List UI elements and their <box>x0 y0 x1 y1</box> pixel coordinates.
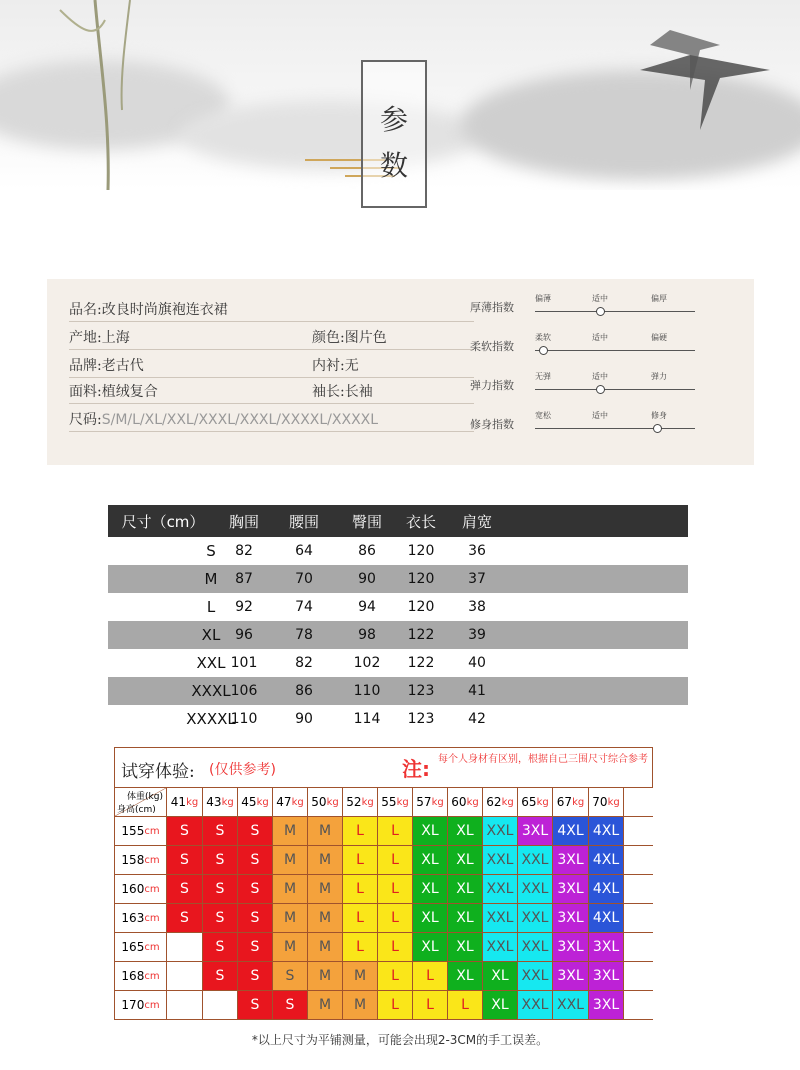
corner-weight-label: 体重(kg) <box>127 792 163 802</box>
weight-unit: kg <box>326 796 339 808</box>
size-recommendation-cell: S <box>167 846 203 874</box>
height-value: 160 <box>121 882 145 896</box>
size-recommendation-cell: L <box>378 904 413 932</box>
size-recommendation-cell: L <box>343 904 378 932</box>
size-table-cell: 42 <box>468 711 486 727</box>
height-unit: cm <box>144 941 160 953</box>
fit-chart-title-bar <box>115 748 653 788</box>
size-table-cell: 90 <box>358 571 376 587</box>
size-recommendation-cell: XXL <box>518 962 553 990</box>
sleeve-row: 袖长:长袖 <box>312 384 373 400</box>
size-recommendation-cell: L <box>343 933 378 961</box>
size-recommendation-cell: XL <box>413 875 448 903</box>
size-table-row <box>108 593 688 621</box>
index-knob <box>539 346 548 355</box>
index-mid-label: 适中 <box>592 411 608 420</box>
index-label: 厚薄指数 <box>470 301 514 314</box>
index-scale <box>535 389 695 390</box>
size-table-row <box>108 537 688 565</box>
size-recommendation-cell: 3XL <box>589 933 624 961</box>
height-row <box>115 904 653 933</box>
size-recommendation-cell: M <box>273 904 308 932</box>
size-recommendation-cell: XXL <box>483 933 518 961</box>
divider <box>69 431 474 432</box>
size-recommendation-cell: S <box>238 846 273 874</box>
size-table-cell: 101 <box>230 655 258 671</box>
size-recommendation-cell <box>203 991 238 1019</box>
size-recommendation-cell: 4XL <box>553 817 589 845</box>
index-right-label: 偏厚 <box>651 294 667 303</box>
size-table-cell: 36 <box>468 543 486 559</box>
height-header-cell <box>115 904 167 932</box>
height-unit: cm <box>144 999 160 1011</box>
size-table-cell: 87 <box>235 571 253 587</box>
size-recommendation-cell: 3XL <box>553 962 589 990</box>
size-recommendation-cell: M <box>308 904 343 932</box>
index-mid-label: 适中 <box>592 372 608 381</box>
weight-header-cell <box>553 788 589 816</box>
size-recommendation-cell <box>167 991 203 1019</box>
size-recommendation-cell: XL <box>448 962 483 990</box>
size-recommendation-cell: XL <box>448 904 483 932</box>
divider <box>69 321 474 322</box>
size-recommendation-cell: L <box>343 875 378 903</box>
size-recommendation-cell: S <box>238 991 273 1019</box>
footnote: *以上尺寸为平铺测量，可能会出现2-3CM的手工误差。 <box>251 1033 549 1047</box>
size-recommendation-cell: S <box>167 904 203 932</box>
index-knob <box>653 424 662 433</box>
brand-row: 品牌:老古代 <box>69 358 144 374</box>
size-recommendation-cell: 4XL <box>589 846 624 874</box>
weight-unit: kg <box>221 796 234 808</box>
size-table-cell: 40 <box>468 655 486 671</box>
size-table-cell: 37 <box>468 571 486 587</box>
size-table-row <box>108 621 688 649</box>
size-table-cell: 38 <box>468 599 486 615</box>
size-recommendation-cell: XL <box>483 962 518 990</box>
size-table-cell: 86 <box>295 683 313 699</box>
size-table-cell: 82 <box>295 655 313 671</box>
size-recommendation-cell: XL <box>448 846 483 874</box>
height-row <box>115 875 653 904</box>
size-recommendation-cell: L <box>378 817 413 845</box>
weight-header-cell <box>518 788 553 816</box>
index-left-label: 宽松 <box>535 411 551 420</box>
size-table-cell: 123 <box>407 683 435 699</box>
size-table-header-cell: 臀围 <box>351 512 382 531</box>
corner-cell <box>115 788 167 816</box>
height-unit: cm <box>144 883 160 895</box>
weight-unit: kg <box>501 796 514 808</box>
size-recommendation-cell: M <box>343 991 378 1019</box>
size-table-cell: L <box>206 598 216 616</box>
weight-value: 57 <box>416 795 432 809</box>
size-recommendation-cell: 4XL <box>589 875 624 903</box>
weight-value: 47 <box>276 795 292 809</box>
size-table-cell: 90 <box>295 711 313 727</box>
weight-unit: kg <box>186 796 199 808</box>
size-table-row <box>108 677 688 705</box>
size-recommendation-cell: M <box>308 962 343 990</box>
size-recommendation-cell: M <box>308 846 343 874</box>
size-recommendation-cell: S <box>203 933 238 961</box>
size-table-header-cell: 衣长 <box>405 512 436 531</box>
index-right-label: 修身 <box>651 411 667 420</box>
size-table-cell: 120 <box>407 599 435 615</box>
size-table-cell: 110 <box>230 711 258 727</box>
size-recommendation-cell: XL <box>448 933 483 961</box>
index-left-label: 无弹 <box>535 372 551 381</box>
size-recommendation-cell: S <box>238 817 273 845</box>
size-table-cell: 120 <box>407 543 435 559</box>
height-unit: cm <box>144 970 160 982</box>
size-recommendation-cell: S <box>167 875 203 903</box>
size-table-cell: 98 <box>358 627 376 643</box>
size-recommendation-cell: 3XL <box>553 904 589 932</box>
size-recommendation-cell: 3XL <box>553 846 589 874</box>
weight-unit: kg <box>572 796 585 808</box>
size-table-cell: 106 <box>230 683 258 699</box>
size-table-cell: 120 <box>407 571 435 587</box>
size-table-cell: S <box>206 542 216 560</box>
weight-value: 45 <box>241 795 257 809</box>
size-recommendation-cell: L <box>413 991 448 1019</box>
index-mid-label: 适中 <box>592 333 608 342</box>
weight-unit: kg <box>431 796 444 808</box>
weight-value: 67 <box>556 795 573 809</box>
height-header-cell <box>115 991 167 1019</box>
size-recommendation-cell: M <box>273 846 308 874</box>
size-recommendation-cell: 3XL <box>589 962 624 990</box>
weight-value: 41 <box>170 795 187 809</box>
weight-header-cell <box>589 788 624 816</box>
index-label: 修身指数 <box>470 418 514 431</box>
size-recommendation-cell: S <box>203 962 238 990</box>
fit-grid <box>115 788 653 1020</box>
index-right-label: 弹力 <box>651 372 667 381</box>
index-left-label: 偏薄 <box>535 294 551 303</box>
height-header-cell <box>115 875 167 903</box>
weight-value: 55 <box>381 795 397 809</box>
size-table-cell: 86 <box>358 543 376 559</box>
size-recommendation-cell: M <box>308 817 343 845</box>
size-recommendation-cell: XXL <box>483 904 518 932</box>
height-unit: cm <box>144 854 160 866</box>
index-label: 弹力指数 <box>470 379 514 392</box>
index-right-label: 偏硬 <box>651 333 667 342</box>
size-table-cell: 39 <box>468 627 486 643</box>
size-table-cell: XL <box>201 626 221 644</box>
fabric-row: 面料:植绒复合 <box>69 384 158 400</box>
index-knob <box>596 385 605 394</box>
weight-unit: kg <box>291 796 304 808</box>
size-recommendation-cell: 3XL <box>553 933 589 961</box>
size-table-cell: XXXXL <box>186 710 236 728</box>
height-header-cell <box>115 933 167 961</box>
size-table-cell: 94 <box>358 599 376 615</box>
height-row <box>115 817 653 846</box>
name-row: 品名:改良时尚旗袍连衣裙 <box>69 302 228 318</box>
size-table-cell: M <box>204 570 218 588</box>
size-table-cell: 96 <box>235 627 253 643</box>
lining-row: 内衬:无 <box>312 358 359 374</box>
size-recommendation-cell: XXL <box>483 817 518 845</box>
title-char: 参 <box>379 103 408 136</box>
size-recommendation-cell: XL <box>413 817 448 845</box>
index-left-label: 柔软 <box>535 333 551 342</box>
height-header-cell <box>115 846 167 874</box>
size-recommendation-cell: XXL <box>483 875 518 903</box>
height-row <box>115 962 653 991</box>
fit-chart <box>114 747 653 1020</box>
size-table-cell: XXXL <box>191 682 231 700</box>
corner-height-label: 身高(cm) <box>117 805 156 815</box>
size-table-cell: 102 <box>353 655 381 671</box>
note-label: 注: <box>402 757 430 781</box>
weight-header-row <box>115 788 653 817</box>
size-recommendation-cell: L <box>378 962 413 990</box>
size-recommendation-cell: S <box>238 904 273 932</box>
size-recommendation-cell: XL <box>413 904 448 932</box>
fit-chart-title: 试穿体验: <box>121 762 195 782</box>
height-value: 158 <box>121 853 145 867</box>
divider <box>69 349 474 350</box>
height-value: 165 <box>121 940 145 954</box>
size-recommendation-cell: M <box>273 875 308 903</box>
size-table-cell: 82 <box>235 543 253 559</box>
weight-value: 43 <box>206 795 222 809</box>
weight-unit: kg <box>466 796 479 808</box>
size-recommendation-cell: XXL <box>518 875 553 903</box>
size-recommendation-cell: XXL <box>553 991 589 1019</box>
weight-value: 62 <box>486 795 502 809</box>
size-table-cell: 122 <box>407 627 435 643</box>
height-row <box>115 991 653 1020</box>
size-table <box>108 505 688 733</box>
size-recommendation-cell: S <box>167 817 203 845</box>
height-row <box>115 846 653 875</box>
height-unit: cm <box>144 825 160 837</box>
index-scale <box>535 350 695 351</box>
size-recommendation-cell <box>167 962 203 990</box>
weight-unit: kg <box>607 796 620 808</box>
size-recommendation-cell: XL <box>413 846 448 874</box>
weight-header-cell <box>378 788 413 816</box>
size-recommendation-cell: L <box>448 991 483 1019</box>
size-recommendation-cell: XXL <box>518 991 553 1019</box>
size-recommendation-cell: M <box>308 875 343 903</box>
size-table-header-cell: 胸围 <box>228 512 259 531</box>
product-info-panel <box>47 279 754 465</box>
size-recommendation-cell: L <box>343 846 378 874</box>
note-text: 每个人身材有区别，根据自己三围尺寸综合参考 <box>438 754 648 765</box>
size-recommendation-cell: L <box>378 933 413 961</box>
section-title <box>361 60 427 208</box>
height-value: 155 <box>121 824 145 838</box>
size-recommendation-cell: M <box>273 933 308 961</box>
size-recommendation-cell: XXL <box>518 933 553 961</box>
weight-header-cell <box>167 788 203 816</box>
size-recommendation-cell: XXL <box>518 846 553 874</box>
size-recommendation-cell: XL <box>483 991 518 1019</box>
size-recommendation-cell: 3XL <box>553 875 589 903</box>
size-recommendation-cell: M <box>273 817 308 845</box>
size-recommendation-cell: S <box>273 991 308 1019</box>
size-table-cell: XXL <box>196 654 226 672</box>
size-recommendation-cell: 3XL <box>518 817 553 845</box>
size-recommendation-cell: S <box>203 904 238 932</box>
size-recommendation-cell: 4XL <box>589 904 624 932</box>
size-recommendation-cell: S <box>238 962 273 990</box>
size-recommendation-cell: S <box>203 846 238 874</box>
size-recommendation-cell: XXL <box>483 846 518 874</box>
weight-header-cell <box>238 788 273 816</box>
weight-value: 60 <box>451 795 467 809</box>
size-table-row <box>108 649 688 677</box>
size-recommendation-cell: L <box>378 875 413 903</box>
size-recommendation-cell: XL <box>413 933 448 961</box>
weight-unit: kg <box>256 796 269 808</box>
size-recommendation-cell: M <box>343 962 378 990</box>
height-value: 170 <box>121 998 145 1012</box>
size-table-header-cell: 肩宽 <box>461 512 492 531</box>
size-table-cell: 64 <box>295 543 313 559</box>
size-recommendation-cell: L <box>378 991 413 1019</box>
size-table-body <box>108 537 688 733</box>
size-recommendation-cell: M <box>308 933 343 961</box>
weight-header-cell <box>483 788 518 816</box>
weight-unit: kg <box>361 796 374 808</box>
color-row: 颜色:图片色 <box>312 330 387 346</box>
index-knob <box>596 307 605 316</box>
weight-header-cell <box>343 788 378 816</box>
title-char: 数 <box>379 149 408 182</box>
size-recommendation-cell: XL <box>448 817 483 845</box>
size-row: 尺码:S/M/L/XL/XXL/XXXL/XXXL/XXXXL/XXXXL <box>69 412 379 428</box>
height-unit: cm <box>144 912 160 924</box>
fit-chart-note-tag: (仅供参考) <box>209 762 276 778</box>
size-table-cell: 41 <box>468 683 486 699</box>
size-table-cell: 92 <box>235 599 253 615</box>
weight-value: 50 <box>311 795 327 809</box>
size-recommendation-cell: S <box>203 817 238 845</box>
size-table-row <box>108 565 688 593</box>
size-recommendation-cell: S <box>203 875 238 903</box>
weight-unit: kg <box>536 796 549 808</box>
height-header-cell <box>115 817 167 845</box>
index-scale <box>535 428 695 429</box>
size-table-cell: 122 <box>407 655 435 671</box>
size-recommendation-cell <box>167 933 203 961</box>
height-row <box>115 933 653 962</box>
weight-header-cell <box>448 788 483 816</box>
divider <box>69 377 474 378</box>
height-value: 168 <box>121 969 145 983</box>
height-header-cell <box>115 962 167 990</box>
size-table-cell: 78 <box>295 627 313 643</box>
size-table-cell: 110 <box>353 683 381 699</box>
height-value: 163 <box>121 911 145 925</box>
weight-header-cell <box>413 788 448 816</box>
weight-value: 52 <box>346 795 362 809</box>
weight-unit: kg <box>396 796 409 808</box>
size-recommendation-cell: 3XL <box>589 991 624 1019</box>
index-mid-label: 适中 <box>592 294 608 303</box>
size-table-row <box>108 705 688 733</box>
size-table-cell: 70 <box>295 571 313 587</box>
weight-header-cell <box>273 788 308 816</box>
size-recommendation-cell: 4XL <box>589 817 624 845</box>
weight-value: 65 <box>521 795 537 809</box>
divider <box>69 403 474 404</box>
index-label: 柔软指数 <box>470 340 514 353</box>
size-recommendation-cell: M <box>308 991 343 1019</box>
origin-row: 产地:上海 <box>69 330 130 346</box>
index-scale <box>535 311 695 312</box>
size-recommendation-cell: XL <box>448 875 483 903</box>
size-table-cell: 74 <box>295 599 313 615</box>
size-recommendation-cell: L <box>343 817 378 845</box>
size-recommendation-cell: S <box>238 875 273 903</box>
size-table-header <box>108 505 688 537</box>
weight-header-cell <box>203 788 238 816</box>
size-table-cell: 114 <box>353 711 381 727</box>
weight-header-cell <box>308 788 343 816</box>
size-recommendation-cell: L <box>413 962 448 990</box>
size-recommendation-cell: S <box>273 962 308 990</box>
size-recommendation-cell: XXL <box>518 904 553 932</box>
size-table-cell: 123 <box>407 711 435 727</box>
size-recommendation-cell: L <box>378 846 413 874</box>
size-table-header-cell: 尺寸（cm） <box>121 512 205 531</box>
weight-value: 70 <box>592 795 608 809</box>
size-recommendation-cell: S <box>238 933 273 961</box>
size-table-header-cell: 腰围 <box>288 512 319 531</box>
